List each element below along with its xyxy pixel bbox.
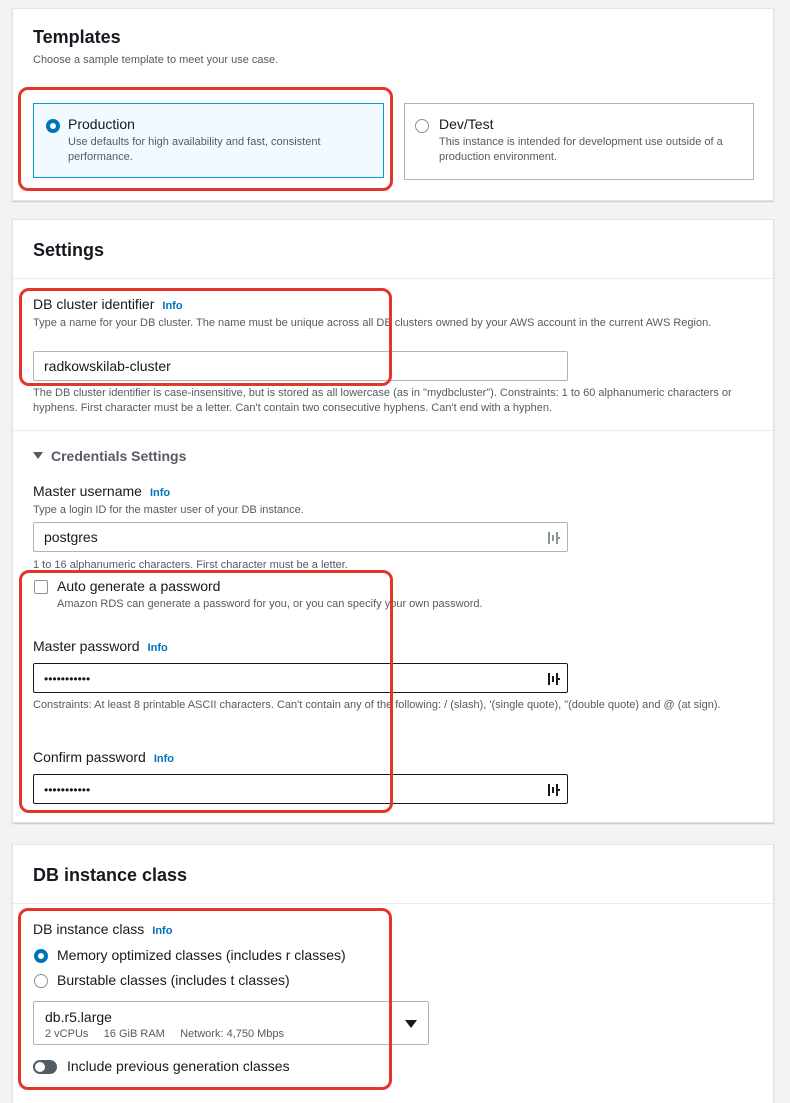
instance-class-info-link[interactable]: Info <box>152 925 173 937</box>
cluster-id-constraints: The DB cluster identifier is case-insensitive, but is stored as all lowercase (as in "mydbcluster"). Constraints: 1 to 60 alphanumeric characters or hyphens. First character must be a letter. Can't contain two consecutive hyphens. Can't end with a hyphen. <box>33 387 732 414</box>
templates-title: Templates <box>33 27 121 47</box>
cluster-id-info-link[interactable]: Info <box>162 300 183 312</box>
settings-divider <box>13 278 773 279</box>
instance-class-divider <box>13 903 773 904</box>
cluster-id-label: DB cluster identifier <box>33 296 155 312</box>
instance-class-value: db.r5.large <box>45 1009 112 1025</box>
instance-class-specs <box>45 1028 284 1040</box>
instance-class-panel <box>12 844 774 1103</box>
master-password-value: ••••••••••• <box>44 672 91 686</box>
templates-description: Choose a sample template to meet your use case. <box>33 54 279 66</box>
confirm-password-info-link[interactable]: Info <box>153 753 174 765</box>
instance-class-label-row <box>33 921 172 937</box>
master-password-label-row <box>33 638 168 654</box>
vcpus-value: 2 vCPUs <box>45 1028 89 1040</box>
burstable-radio[interactable] <box>34 974 48 988</box>
master-password-input[interactable] <box>33 663 568 693</box>
cluster-id-input[interactable]: radkowskilab-cluster <box>33 351 568 381</box>
settings-panel <box>12 219 774 823</box>
master-password-constraints: Constraints: At least 8 printable ASCII characters. Can't contain any of the following: / (slash), '(single quote), "(double quote) and @ (at sign). <box>33 699 721 711</box>
master-username-label-row <box>33 483 170 499</box>
master-password-info-link[interactable]: Info <box>147 642 168 654</box>
templates-panel <box>12 8 774 201</box>
devtest-label: Dev/Test <box>439 116 494 132</box>
master-username-input[interactable] <box>33 522 568 552</box>
devtest-description: This instance is intended for development use outside of a production environment. <box>439 136 723 163</box>
confirm-password-label-row <box>33 749 174 765</box>
settings-title: Settings <box>33 240 105 260</box>
confirm-password-input[interactable] <box>33 774 568 804</box>
auto-generate-label[interactable]: Auto generate a password <box>57 578 221 594</box>
network-value: Network: 4,750 Mbps <box>180 1028 285 1040</box>
auto-generate-checkbox[interactable] <box>34 580 48 594</box>
key-icon[interactable] <box>547 671 561 687</box>
confirm-password-value: ••••••••••• <box>44 783 91 797</box>
auto-generate-description: Amazon RDS can generate a password for you, or you can specify your own password. <box>57 598 483 610</box>
burstable-label[interactable]: Burstable classes (includes t classes) <box>57 972 290 988</box>
memory-optimized-label[interactable]: Memory optimized classes (includes r classes) <box>57 947 346 963</box>
instance-class-select[interactable] <box>33 1001 429 1045</box>
caret-down-icon <box>405 1020 417 1028</box>
production-label: Production <box>68 116 135 132</box>
previous-gen-toggle[interactable] <box>33 1060 57 1074</box>
production-description: Use defaults for high availability and fast, consistent performance. <box>68 136 321 163</box>
instance-class-title: DB instance class <box>33 865 188 885</box>
key-icon[interactable] <box>547 782 561 798</box>
master-username-label: Master username <box>33 483 142 499</box>
master-username-info-link[interactable]: Info <box>149 487 171 499</box>
memory-optimized-radio[interactable] <box>34 949 48 963</box>
template-tile-production[interactable] <box>33 103 384 178</box>
master-username-value: postgres <box>44 529 98 545</box>
cluster-id-description: Type a name for your DB cluster. The name must be unique across all DB clusters owned by your AWS account in the current AWS Region. <box>33 317 712 329</box>
instance-class-label: DB instance class <box>33 921 145 937</box>
credentials-expander[interactable] <box>33 448 186 464</box>
master-password-label: Master password <box>33 638 140 654</box>
credentials-divider <box>13 430 773 431</box>
credentials-title: Credentials Settings <box>51 448 187 464</box>
previous-gen-label[interactable]: Include previous generation classes <box>67 1058 290 1074</box>
caret-down-icon <box>33 452 43 459</box>
master-username-constraints: 1 to 16 alphanumeric characters. First character must be a letter. <box>33 559 348 571</box>
key-icon[interactable] <box>547 530 561 546</box>
production-radio[interactable] <box>46 119 60 133</box>
devtest-radio[interactable] <box>415 119 429 133</box>
cluster-id-label-row <box>33 296 183 312</box>
ram-value: 16 GiB RAM <box>103 1028 165 1040</box>
master-username-description: Type a login ID for the master user of your DB instance. <box>33 504 304 516</box>
confirm-password-label: Confirm password <box>33 749 146 765</box>
template-tile-devtest[interactable] <box>404 103 754 180</box>
